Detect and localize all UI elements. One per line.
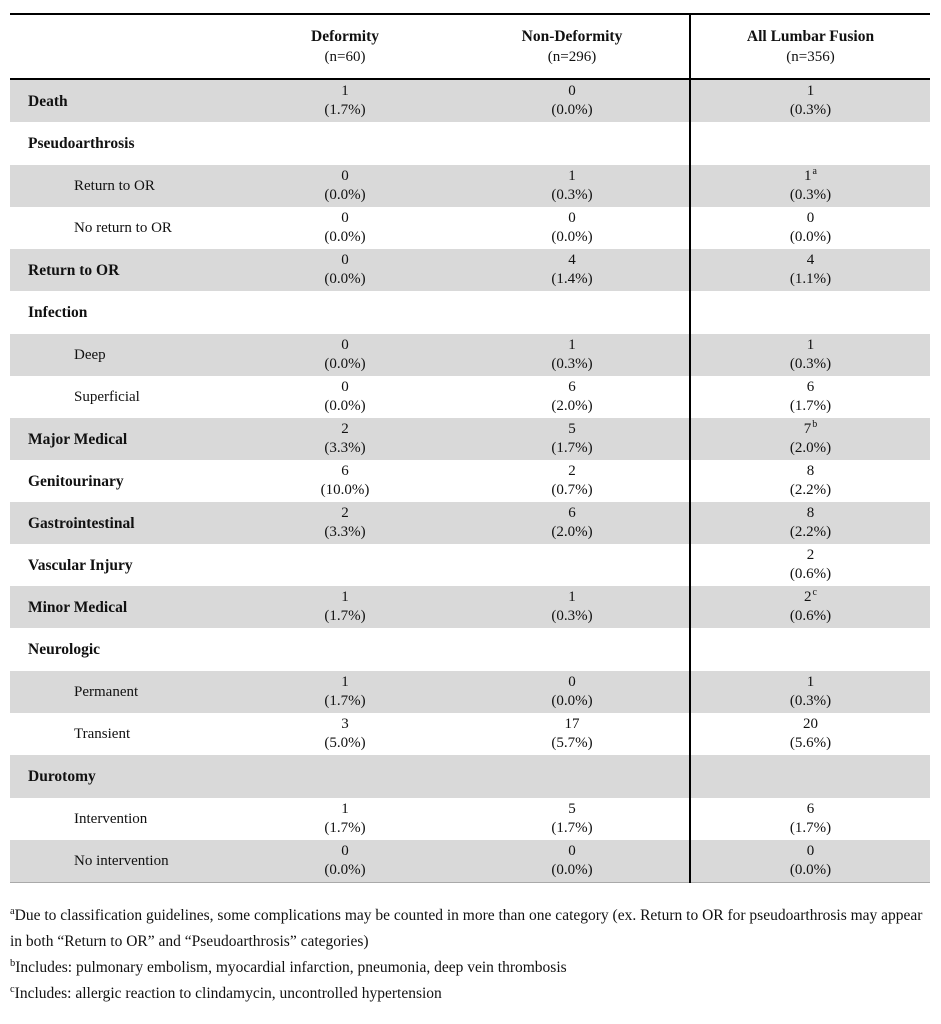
value-cell: [455, 122, 690, 165]
value-cell: [235, 628, 455, 671]
value-cell: [235, 755, 455, 798]
table-row: [10, 165, 930, 207]
row-label: Deep: [10, 334, 235, 376]
column-header-deformity: [235, 14, 455, 79]
header-empty-cell: [10, 14, 235, 79]
footnote-text: Due to classification guidelines, some complications may be counted in more than one category (ex. Return to OR for pseudoarthrosis may appear in both “Return to OR” and “Pseudoarthrosis” categories): [10, 907, 923, 950]
table-row: [10, 122, 930, 165]
column-sample-size: (n=356): [786, 49, 835, 65]
percent-value: (0.0%): [789, 229, 832, 245]
count-value: [235, 82, 455, 101]
percent-value: (0.3%): [789, 356, 832, 372]
percent-value: (0.0%): [551, 229, 593, 245]
count-value: [691, 504, 930, 523]
value-cell: [690, 79, 930, 122]
count-value: [235, 504, 455, 523]
percent-value: (1.7%): [324, 608, 366, 624]
value-cell: [235, 165, 455, 207]
count-value: [235, 462, 455, 481]
count-value: [691, 715, 930, 734]
value-cell: [235, 291, 455, 334]
count-value: [455, 715, 689, 734]
count-number: 6: [806, 379, 815, 395]
count-number: 1: [568, 589, 576, 605]
count-value: [455, 842, 689, 861]
count-number: 6: [568, 505, 576, 521]
count-number: 6: [341, 463, 349, 479]
value-cell: [690, 840, 930, 883]
row-label: Minor Medical: [10, 586, 235, 628]
value-cell: [690, 376, 930, 418]
count-number: 2: [804, 589, 812, 605]
value-cell: [455, 207, 690, 249]
table-header-row: [10, 14, 930, 79]
percent-value: (0.0%): [324, 187, 366, 203]
footnote-marker: c: [812, 587, 817, 598]
footnote-marker: c: [10, 983, 15, 995]
count-value: [455, 420, 689, 439]
count-number: 7: [803, 421, 812, 437]
percent-value: (3.3%): [324, 524, 366, 540]
percent-value: (0.7%): [551, 482, 593, 498]
table-row: [10, 713, 930, 755]
count-number: 0: [568, 210, 576, 226]
row-label: Return to OR: [10, 165, 235, 207]
count-number: 0: [341, 168, 349, 184]
percent-value: (0.0%): [324, 356, 366, 372]
value-cell: [235, 249, 455, 291]
count-number: 4: [568, 252, 576, 268]
percent-value: (0.0%): [551, 102, 593, 118]
count-value: [691, 673, 930, 692]
percent-value: (1.7%): [789, 820, 832, 836]
value-cell: [690, 671, 930, 713]
footnote-text: Includes: allergic reaction to clindamycin, uncontrolled hypertension: [14, 985, 442, 1002]
percent-value: (1.7%): [324, 102, 366, 118]
row-label: No intervention: [10, 840, 235, 883]
percent-value: (2.2%): [789, 524, 832, 540]
table-row: [10, 544, 930, 586]
count-number: 2: [806, 547, 815, 563]
value-cell: [455, 798, 690, 840]
table-row: [10, 671, 930, 713]
count-number: 1: [806, 674, 815, 690]
value-cell: [235, 586, 455, 628]
table-row: [10, 418, 930, 460]
percent-value: (1.7%): [324, 693, 366, 709]
footnote: [10, 981, 925, 1007]
count-number: 1: [568, 168, 576, 184]
count-value: [235, 673, 455, 692]
count-number: 0: [568, 674, 576, 690]
count-value: [691, 800, 930, 819]
table-row: [10, 207, 930, 249]
percent-value: (1.4%): [551, 271, 593, 287]
value-cell: [690, 544, 930, 586]
value-cell: [455, 291, 690, 334]
percent-value: (0.0%): [324, 398, 366, 414]
percent-value: (0.0%): [789, 862, 832, 878]
count-value: [235, 167, 455, 186]
count-value: [691, 546, 930, 565]
count-number: 20: [803, 716, 818, 732]
value-cell: [455, 334, 690, 376]
count-value: [235, 842, 455, 861]
count-value: [455, 167, 689, 186]
row-label: Permanent: [10, 671, 235, 713]
count-value: [691, 462, 930, 481]
percent-value: (5.0%): [324, 735, 366, 751]
count-number: 8: [806, 505, 815, 521]
percent-value: (5.7%): [551, 735, 593, 751]
count-value: [455, 251, 689, 270]
value-cell: [690, 207, 930, 249]
percent-value: (0.0%): [324, 862, 366, 878]
value-cell: [455, 628, 690, 671]
value-cell: [235, 502, 455, 544]
footnote-text: Includes: pulmonary embolism, myocardial infarction, pneumonia, deep vein thrombosis: [15, 959, 567, 976]
column-sample-size: (n=60): [324, 49, 366, 65]
row-label: Gastrointestinal: [10, 502, 235, 544]
value-cell: [690, 291, 930, 334]
percent-value: (2.0%): [551, 524, 593, 540]
value-cell: [455, 460, 690, 502]
value-cell: [235, 840, 455, 883]
footnote: [10, 955, 925, 981]
value-cell: [235, 418, 455, 460]
value-cell: [455, 840, 690, 883]
count-number: 2: [568, 463, 576, 479]
table-row: [10, 249, 930, 291]
column-sample-size: (n=296): [547, 49, 597, 65]
count-value: [455, 462, 689, 481]
column-title: Non-Deformity: [521, 28, 623, 45]
count-value: [691, 842, 930, 861]
count-number: 5: [568, 801, 576, 817]
count-number: 6: [806, 801, 815, 817]
value-cell: [690, 628, 930, 671]
count-value: [691, 209, 930, 228]
footnote-marker: a: [10, 905, 15, 917]
value-cell: [690, 755, 930, 798]
complications-table: [10, 13, 930, 883]
count-number: 0: [341, 379, 349, 395]
percent-value: (0.3%): [551, 356, 593, 372]
percent-value: (0.0%): [324, 229, 366, 245]
column-header-non-deformity: [455, 14, 690, 79]
value-cell: [455, 671, 690, 713]
value-cell: [690, 249, 930, 291]
count-number: 0: [341, 337, 349, 353]
value-cell: [690, 122, 930, 165]
value-cell: [455, 713, 690, 755]
percent-value: (0.6%): [789, 608, 832, 624]
row-label: Intervention: [74, 810, 148, 827]
percent-value: (1.7%): [324, 820, 366, 836]
row-label: Return to OR: [10, 249, 235, 291]
row-label: Genitourinary: [28, 472, 124, 490]
count-number: 1: [341, 589, 349, 605]
percent-value: (1.7%): [551, 820, 593, 836]
value-cell: [455, 502, 690, 544]
count-value: [455, 82, 689, 101]
table-row: [10, 376, 930, 418]
value-cell: [455, 586, 690, 628]
percent-value: (0.3%): [551, 608, 593, 624]
count-number: 8: [806, 463, 815, 479]
value-cell: [690, 713, 930, 755]
row-label: Durotomy: [10, 755, 235, 798]
row-label: Death: [10, 79, 235, 122]
table-row: [10, 840, 930, 883]
row-label: No return to OR: [74, 219, 172, 236]
count-value: [691, 588, 930, 607]
footnote-marker: b: [10, 957, 16, 969]
count-number: 17: [564, 716, 580, 732]
column-title: Deformity: [311, 28, 379, 45]
value-cell: [690, 586, 930, 628]
count-value: [455, 800, 689, 819]
count-value: [235, 800, 455, 819]
value-cell: [235, 376, 455, 418]
percent-value: (1.7%): [551, 440, 593, 456]
percent-value: (0.3%): [789, 693, 832, 709]
count-value: [691, 336, 930, 355]
count-value: [235, 209, 455, 228]
percent-value: (0.3%): [789, 187, 832, 203]
value-cell: [235, 544, 455, 586]
count-value: [455, 504, 689, 523]
column-title: All Lumbar Fusion: [746, 28, 875, 45]
value-cell: [690, 798, 930, 840]
footnote: [10, 903, 925, 955]
count-number: 0: [341, 252, 349, 268]
value-cell: [690, 165, 930, 207]
count-number: 2: [341, 421, 349, 437]
percent-value: (0.3%): [789, 102, 832, 118]
count-value: [235, 588, 455, 607]
count-number: 1: [806, 83, 815, 99]
value-cell: [690, 418, 930, 460]
table-row: [10, 460, 930, 502]
count-value: [691, 420, 930, 439]
count-number: 1: [341, 83, 349, 99]
table-row: [10, 79, 930, 122]
value-cell: [235, 798, 455, 840]
value-cell: [690, 502, 930, 544]
value-cell: [455, 418, 690, 460]
row-label: Pseudoarthrosis: [28, 135, 135, 152]
value-cell: [235, 460, 455, 502]
percent-value: (2.2%): [789, 482, 832, 498]
count-value: [691, 378, 930, 397]
footnote-marker: b: [812, 419, 818, 430]
count-number: 2: [341, 505, 349, 521]
count-number: 1: [568, 337, 576, 353]
percent-value: (3.3%): [324, 440, 366, 456]
footnotes-section: [10, 903, 925, 1007]
count-number: 1: [341, 674, 349, 690]
count-number: 1: [804, 168, 812, 184]
value-cell: [235, 713, 455, 755]
percent-value: (0.3%): [551, 187, 593, 203]
count-number: 0: [806, 843, 815, 859]
count-value: [235, 715, 455, 734]
table-row: [10, 334, 930, 376]
count-value: [691, 82, 930, 101]
count-number: 0: [568, 83, 576, 99]
count-value: [691, 167, 930, 186]
count-number: 1: [341, 801, 349, 817]
count-value: [235, 336, 455, 355]
percent-value: (0.6%): [789, 566, 832, 582]
value-cell: [235, 122, 455, 165]
percent-value: (0.0%): [551, 693, 593, 709]
percent-value: (0.0%): [324, 271, 366, 287]
count-number: 0: [806, 210, 815, 226]
count-number: 6: [568, 379, 576, 395]
row-label: Superficial: [74, 388, 140, 405]
count-number: 0: [568, 843, 576, 859]
percent-value: (2.0%): [551, 398, 593, 414]
count-number: 0: [341, 210, 349, 226]
table-row: [10, 502, 930, 544]
count-number: 5: [568, 421, 576, 437]
percent-value: (2.0%): [789, 440, 832, 456]
table-row: [10, 755, 930, 798]
table-row: [10, 628, 930, 671]
count-number: 4: [806, 252, 815, 268]
row-label: Vascular Injury: [28, 556, 133, 574]
value-cell: [235, 334, 455, 376]
count-value: [235, 378, 455, 397]
value-cell: [235, 207, 455, 249]
value-cell: [455, 755, 690, 798]
count-value: [235, 420, 455, 439]
count-value: [455, 336, 689, 355]
count-value: [235, 251, 455, 270]
count-number: 0: [341, 843, 349, 859]
percent-value: (1.7%): [789, 398, 832, 414]
count-value: [455, 209, 689, 228]
table-row: [10, 291, 930, 334]
value-cell: [235, 79, 455, 122]
row-label: Neurologic: [28, 641, 101, 658]
row-label: Major Medical: [10, 418, 235, 460]
value-cell: [455, 165, 690, 207]
count-value: [691, 251, 930, 270]
table-row: [10, 586, 930, 628]
table-row: [10, 798, 930, 840]
count-number: 3: [341, 716, 349, 732]
column-header-all-lumbar-fusion: [690, 14, 930, 79]
value-cell: [455, 544, 690, 586]
count-value: [455, 588, 689, 607]
value-cell: [455, 249, 690, 291]
count-value: [455, 378, 689, 397]
value-cell: [690, 334, 930, 376]
row-label: Transient: [74, 725, 131, 742]
count-number: 1: [806, 337, 815, 353]
percent-value: (5.6%): [789, 735, 832, 751]
value-cell: [235, 671, 455, 713]
value-cell: [455, 376, 690, 418]
percent-value: (10.0%): [320, 482, 370, 498]
count-value: [455, 673, 689, 692]
percent-value: (0.0%): [551, 862, 593, 878]
value-cell: [455, 79, 690, 122]
row-label: Infection: [28, 304, 88, 321]
footnote-marker: a: [812, 166, 817, 177]
percent-value: (1.1%): [789, 271, 832, 287]
value-cell: [690, 460, 930, 502]
